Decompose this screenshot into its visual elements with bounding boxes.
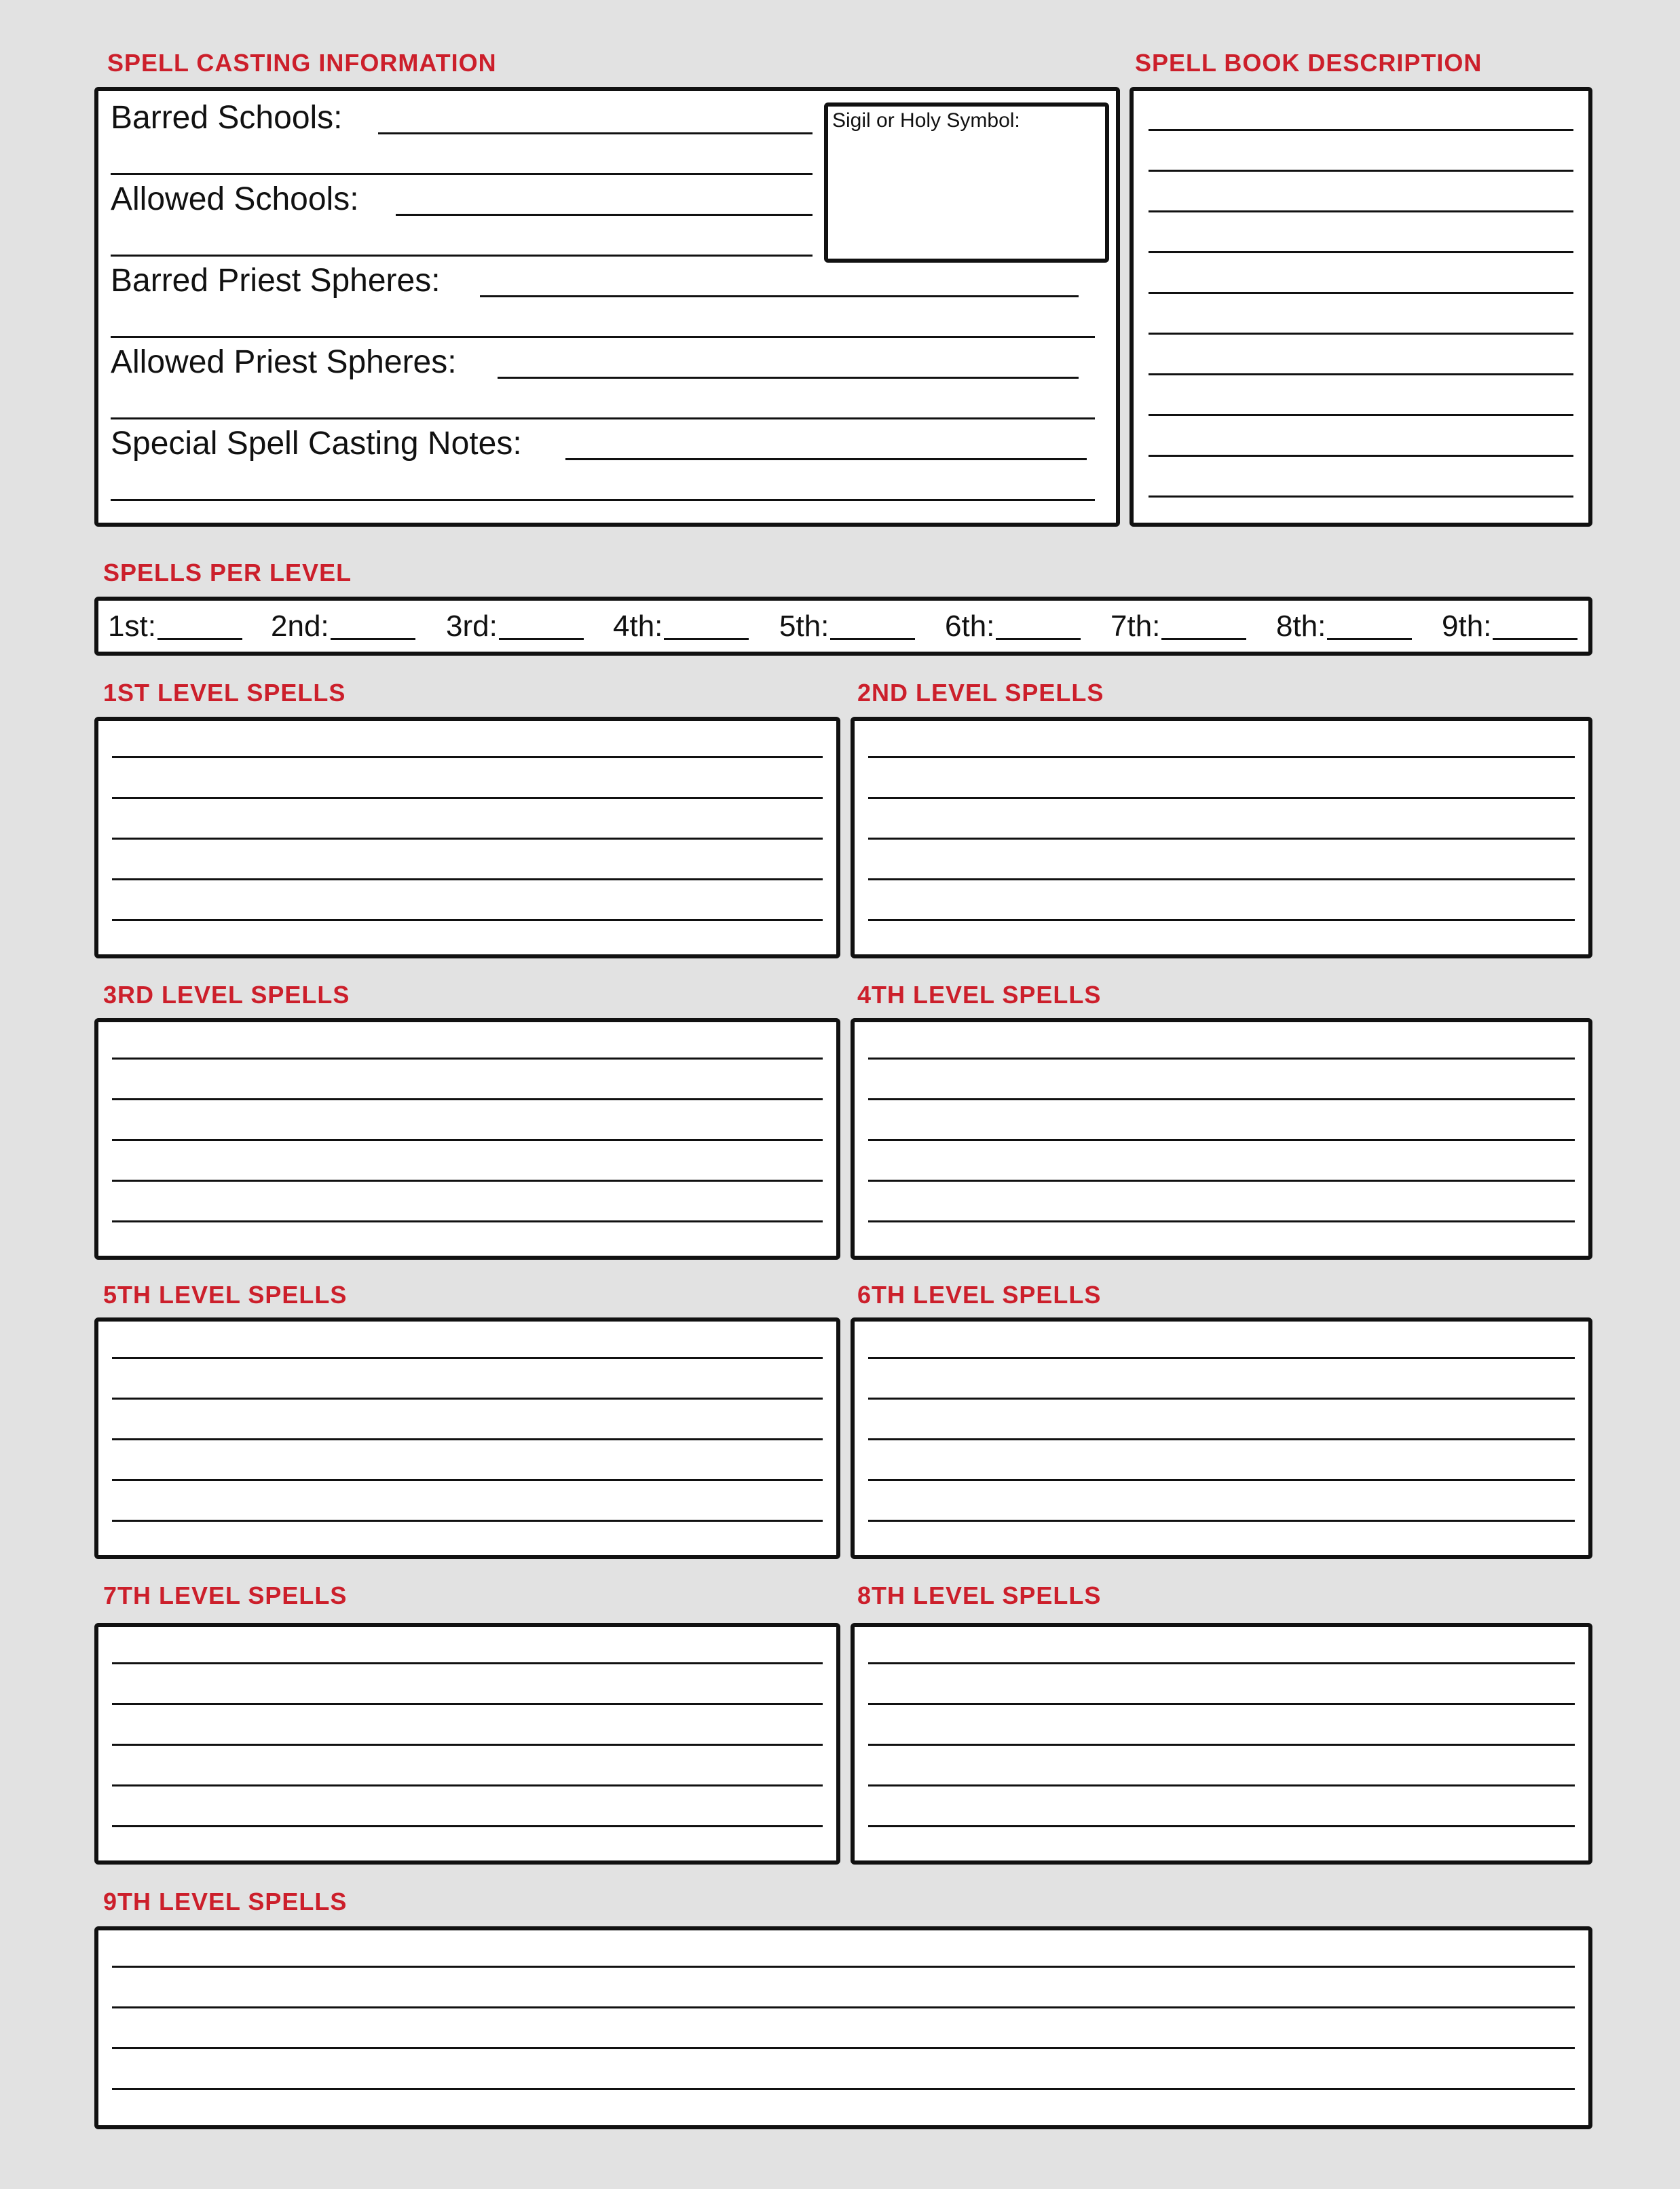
level-1-box [94, 717, 840, 958]
spl-label: 1st: [108, 609, 156, 643]
writing-line[interactable] [868, 1098, 1575, 1100]
writing-line[interactable] [868, 1058, 1575, 1060]
writing-line[interactable] [112, 1357, 823, 1359]
writing-line[interactable] [1149, 495, 1573, 498]
barred-priest-spheres-label: Barred Priest Spheres: [111, 263, 441, 299]
writing-line[interactable] [112, 756, 823, 758]
spl-label: 2nd: [271, 609, 329, 643]
spl-blank[interactable] [996, 612, 1081, 640]
spl-6th[interactable] [945, 601, 1081, 652]
spells-per-level-box [94, 597, 1592, 656]
spl-9th[interactable] [1442, 601, 1578, 652]
writing-line[interactable] [112, 1398, 823, 1400]
writing-line[interactable] [868, 1139, 1575, 1141]
level-2-title: 2ND LEVEL SPELLS [857, 679, 1104, 707]
allowed-priest-spheres-label: Allowed Priest Spheres: [111, 344, 457, 380]
writing-line[interactable] [112, 1744, 823, 1746]
writing-line[interactable] [1149, 210, 1573, 212]
writing-line[interactable] [868, 1662, 1575, 1664]
writing-line[interactable] [112, 2088, 1575, 2090]
writing-line[interactable] [112, 1180, 823, 1182]
level-5-box [94, 1317, 840, 1559]
spl-1st[interactable] [108, 601, 242, 652]
writing-line[interactable] [868, 1180, 1575, 1182]
sigil-box[interactable] [824, 102, 1109, 263]
writing-line[interactable] [112, 1220, 823, 1222]
level-9-title: 9TH LEVEL SPELLS [103, 1888, 348, 1915]
sigil-label: Sigil or Holy Symbol: [832, 109, 1020, 132]
writing-line[interactable] [868, 1744, 1575, 1746]
writing-line[interactable] [112, 1662, 823, 1664]
spl-label: 7th: [1110, 609, 1161, 643]
writing-line[interactable] [868, 1784, 1575, 1786]
writing-line[interactable] [1149, 455, 1573, 457]
allowed-schools-line[interactable] [396, 214, 813, 216]
writing-line[interactable] [112, 1098, 823, 1100]
barred-priest-spheres-line[interactable] [480, 295, 1079, 297]
writing-line[interactable] [868, 756, 1575, 758]
writing-line[interactable] [868, 1357, 1575, 1359]
writing-line[interactable] [868, 838, 1575, 840]
writing-line[interactable] [868, 878, 1575, 880]
spl-5th[interactable] [779, 601, 915, 652]
spl-label: 5th: [779, 609, 829, 643]
spl-blank[interactable] [157, 612, 242, 640]
level-7-title: 7TH LEVEL SPELLS [103, 1582, 348, 1609]
barred-priest-spheres-line-2[interactable] [111, 336, 1095, 338]
writing-line[interactable] [112, 1966, 1575, 1968]
level-8-box [851, 1623, 1592, 1865]
writing-line[interactable] [1149, 373, 1573, 375]
writing-line[interactable] [868, 1398, 1575, 1400]
writing-line[interactable] [1149, 129, 1573, 131]
writing-line[interactable] [112, 797, 823, 799]
level-6-box [851, 1317, 1592, 1559]
spl-blank[interactable] [331, 612, 415, 640]
spell-casting-title: SPELL CASTING INFORMATION [107, 49, 497, 77]
barred-schools-line[interactable] [378, 132, 813, 134]
spl-label: 8th: [1276, 609, 1326, 643]
level-3-box [94, 1018, 840, 1260]
writing-line[interactable] [868, 1703, 1575, 1705]
barred-schools-line-2[interactable] [111, 173, 813, 175]
spells-per-level-title: SPELLS PER LEVEL [103, 559, 352, 586]
allowed-schools-line-2[interactable] [111, 255, 813, 257]
spl-blank[interactable] [1493, 612, 1578, 640]
level-9-box [94, 1926, 1592, 2129]
writing-line[interactable] [1149, 292, 1573, 294]
barred-schools-label: Barred Schools: [111, 100, 343, 136]
level-6-title: 6TH LEVEL SPELLS [857, 1281, 1102, 1309]
allowed-priest-spheres-line-2[interactable] [111, 417, 1095, 419]
writing-line[interactable] [1149, 170, 1573, 172]
writing-line[interactable] [1149, 333, 1573, 335]
level-4-title: 4TH LEVEL SPELLS [857, 981, 1102, 1009]
writing-line[interactable] [112, 1479, 823, 1481]
writing-line[interactable] [112, 919, 823, 921]
spl-label: 4th: [613, 609, 663, 643]
writing-line[interactable] [112, 1438, 823, 1440]
writing-line[interactable] [112, 838, 823, 840]
writing-line[interactable] [868, 1520, 1575, 1522]
spell-book-title: SPELL BOOK DESCRIPTION [1135, 49, 1482, 77]
level-8-title: 8TH LEVEL SPELLS [857, 1582, 1102, 1609]
special-notes-line[interactable] [565, 458, 1087, 460]
special-notes-label: Special Spell Casting Notes: [111, 426, 522, 462]
writing-line[interactable] [112, 1520, 823, 1522]
spl-7th[interactable] [1110, 601, 1246, 652]
spl-3rd[interactable] [446, 601, 584, 652]
spl-4th[interactable] [613, 601, 749, 652]
spl-label: 6th: [945, 609, 995, 643]
allowed-schools-label: Allowed Schools: [111, 181, 359, 217]
spl-8th[interactable] [1276, 601, 1412, 652]
level-3-title: 3RD LEVEL SPELLS [103, 981, 350, 1009]
writing-line[interactable] [868, 1825, 1575, 1827]
writing-line[interactable] [112, 1058, 823, 1060]
level-1-title: 1ST LEVEL SPELLS [103, 679, 346, 707]
spl-blank[interactable] [1161, 612, 1246, 640]
writing-line[interactable] [112, 878, 823, 880]
spl-label: 3rd: [446, 609, 498, 643]
writing-line[interactable] [868, 797, 1575, 799]
writing-line[interactable] [1149, 414, 1573, 416]
writing-line[interactable] [868, 919, 1575, 921]
spl-2nd[interactable] [271, 601, 415, 652]
spell-casting-box [94, 87, 1120, 527]
allowed-priest-spheres-line[interactable] [498, 377, 1079, 379]
special-notes-line-2[interactable] [111, 499, 1095, 501]
spl-blank[interactable] [1327, 612, 1412, 640]
level-5-title: 5TH LEVEL SPELLS [103, 1281, 348, 1309]
level-7-box [94, 1623, 840, 1865]
writing-line[interactable] [868, 1438, 1575, 1440]
writing-line[interactable] [112, 1784, 823, 1786]
writing-line[interactable] [868, 1220, 1575, 1222]
writing-line[interactable] [112, 2006, 1575, 2008]
spl-blank[interactable] [664, 612, 749, 640]
writing-line[interactable] [112, 1703, 823, 1705]
level-2-box [851, 717, 1592, 958]
level-4-box [851, 1018, 1592, 1260]
writing-line[interactable] [112, 1139, 823, 1141]
writing-line[interactable] [112, 2047, 1575, 2049]
writing-line[interactable] [868, 1479, 1575, 1481]
writing-line[interactable] [112, 1825, 823, 1827]
spl-blank[interactable] [830, 612, 915, 640]
spl-label: 9th: [1442, 609, 1492, 643]
spell-book-box [1130, 87, 1592, 527]
writing-line[interactable] [1149, 251, 1573, 253]
spl-blank[interactable] [499, 612, 584, 640]
